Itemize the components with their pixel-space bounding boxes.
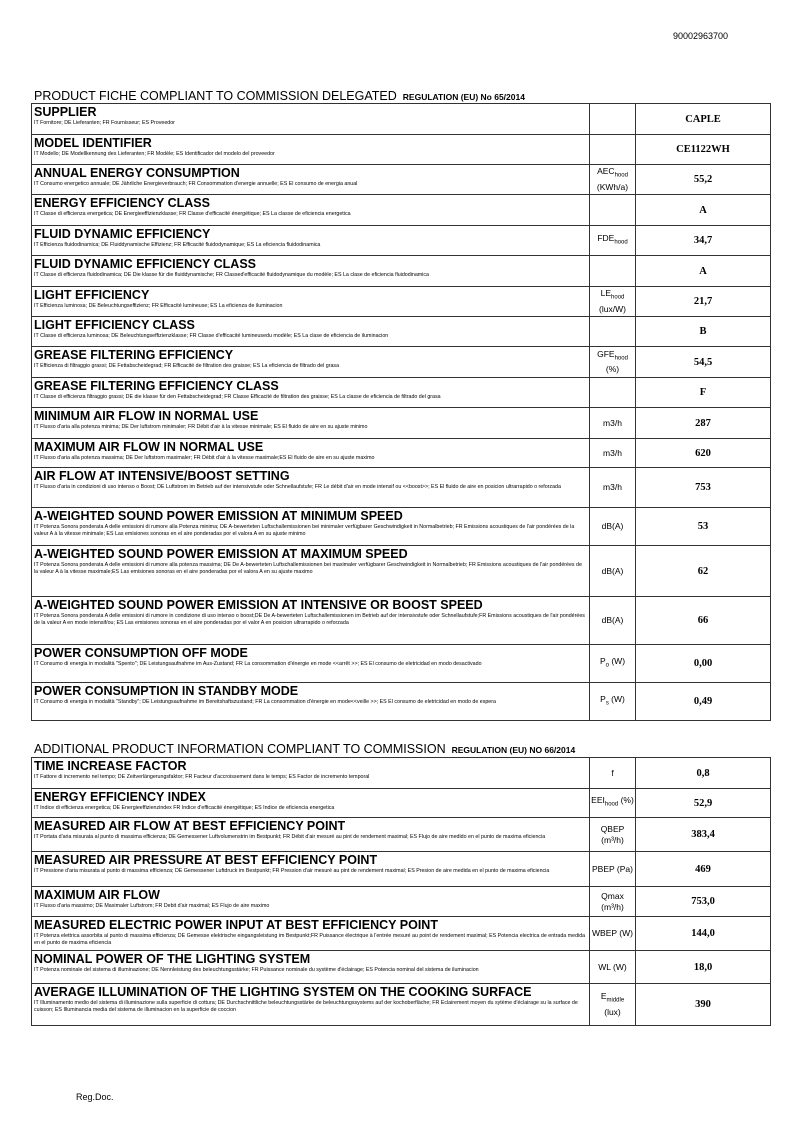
- fiche-row: [32, 645, 771, 683]
- unit-symbol: EEI: [591, 795, 605, 806]
- value-cell: 287: [636, 408, 771, 439]
- unit-symbol: WL (W): [598, 961, 627, 972]
- unit-measure: (m³/h): [601, 834, 624, 845]
- fiche-row: [32, 439, 771, 468]
- value-cell: 62: [636, 546, 771, 597]
- value-cell: A: [636, 195, 771, 226]
- parameter-cell: [32, 508, 590, 546]
- parameter-name: GREASE FILTERING EFFICIENCY: [34, 348, 234, 362]
- fiche-row: [32, 378, 771, 408]
- additional-row: [32, 984, 771, 1026]
- value-cell: 753: [636, 468, 771, 508]
- unit-subscript: hood: [614, 239, 628, 246]
- unit-cell: [590, 317, 636, 347]
- parameter-name: AVERAGE ILLUMINATION OF THE LIGHTING SYSTEM ON THE COOKING SURFACE: [34, 985, 532, 999]
- parameter-name: ANNUAL ENERGY CONSUMPTION: [34, 166, 240, 180]
- unit-symbol: GFE: [597, 348, 615, 359]
- fiche-row: [32, 104, 771, 135]
- unit-cell: [590, 951, 636, 984]
- parameter-name: SUPPLIER: [34, 105, 97, 119]
- unit-symbol: FDE: [597, 232, 615, 243]
- unit-symbol: LE: [600, 288, 612, 299]
- parameter-cell: [32, 226, 590, 256]
- unit-cell: [590, 256, 636, 287]
- section2-title: [34, 742, 575, 756]
- value-cell: 21,7: [636, 287, 771, 317]
- fiche-row: [32, 317, 771, 347]
- unit-suffix: (W): [608, 693, 625, 704]
- unit-cell: [590, 226, 636, 256]
- value-cell: 66: [636, 597, 771, 645]
- value-cell: B: [636, 317, 771, 347]
- parameter-name: MEASURED AIR PRESSURE AT BEST EFFICIENCY POINT: [34, 853, 378, 867]
- parameter-cell: [32, 378, 590, 408]
- fiche-row: [32, 256, 771, 287]
- parameter-translations: IT Fattore di incremento nel tempo; DE Zeitverlängerungsfaktor; FR Facteur d'accroissement dans le temps; ES Factor de incremento temporal: [34, 774, 370, 780]
- value-cell: 52,9: [636, 789, 771, 818]
- unit-cell: [590, 408, 636, 439]
- unit-measure: (lux/W): [599, 303, 626, 314]
- value-cell: 53: [636, 508, 771, 546]
- parameter-cell: [32, 887, 590, 917]
- value-cell: CE1122WH: [636, 135, 771, 165]
- parameter-cell: [32, 256, 590, 287]
- section2-title-text: ADDITIONAL PRODUCT INFORMATION COMPLIANT TO COMMISSION: [34, 742, 446, 756]
- unit-cell: [590, 347, 636, 378]
- parameter-name: MEASURED AIR FLOW AT BEST EFFICIENCY POINT: [34, 819, 346, 833]
- parameter-cell: [32, 408, 590, 439]
- unit-cell: [590, 378, 636, 408]
- unit-cell: [590, 597, 636, 645]
- unit-subscript: hood: [604, 801, 619, 808]
- unit-cell: [590, 104, 636, 135]
- parameter-translations: IT Consumo di energia in modalità "Spento"; DE Leistungsaufnahme im Aus-Zustand; FR La consommation d'énergie en mode <<arrêt >>; ES El consumo de eletricidad en modo desactivado: [34, 661, 482, 667]
- fiche-row: [32, 195, 771, 226]
- unit-cell: [590, 789, 636, 818]
- value-cell: 0,00: [636, 645, 771, 683]
- parameter-translations: IT Flusso d'aria alla potenza massima; DE Der luftstrom maximaler; FR Débit d'air à la vitesse maximale;ES El fluido de aire en su ajuste maximo: [34, 455, 375, 461]
- parameter-translations: IT Potenza Sonora ponderata A delle emissioni di rumore in condizione di uso intenso o boost;DE De A-bewerteten Luftschallemissionen im Betrieb auf der intensivstufe oder Schnellaufstufe;FR Emissions acoustiques de l'air pondérées de la valeur A en mode intensif/ou; ES Las emisiones sonoras en el aire ponderadas por el valor A en posicion ultrarrapido o reforzada: [34, 613, 585, 626]
- unit-cell: [590, 852, 636, 887]
- parameter-name: LIGHT EFFICIENCY: [34, 288, 150, 302]
- unit-cell: [590, 195, 636, 226]
- section1-title-text: PRODUCT FICHE COMPLIANT TO COMMISSION DELEGATED: [34, 89, 397, 103]
- parameter-name: MODEL IDENTIFIER: [34, 136, 152, 150]
- value-cell: 620: [636, 439, 771, 468]
- parameter-translations: IT Indice di efficienza energetica; DE Energieeffizienzindex FR Indice d'efficacité énergétique; ES Indice de eficiencia energetica: [34, 805, 335, 811]
- unit-symbol: AEC: [597, 166, 615, 177]
- unit-measure: (m³/h): [601, 901, 624, 912]
- unit-cell: [590, 984, 636, 1026]
- additional-info-table: [31, 757, 771, 1026]
- value-cell: 144,0: [636, 917, 771, 951]
- value-cell: 34,7: [636, 226, 771, 256]
- parameter-name: TIME INCREASE FACTOR: [34, 759, 187, 773]
- parameter-translations: IT Efficienza luminosa; DE Beleuchtungseffizienz; FR Efficacité lumineuse; ES La eficienza de iluminacion: [34, 303, 283, 309]
- unit-subscript: o: [605, 662, 609, 669]
- unit-measure: (KWh/a): [596, 181, 629, 192]
- parameter-translations: IT Potenza nominale del sistema di illuminazione; DE Nennleistung des beleuchtungsstärke; FR Puissance nominale du système d'éclairage; ES Potencia nominal del sistema de iluminacion: [34, 967, 479, 973]
- unit-cell: [590, 917, 636, 951]
- section1-title: [34, 89, 525, 103]
- value-cell: CAPLE: [636, 104, 771, 135]
- parameter-translations: IT Potenza Sonora ponderata A delle emissioni di rumore alla potenza massima; DE De A-bewerteten Luftschallemissionen bei maximaler verfügbarer Geschwindigkeit in Normalbetrieb; FR Emissions acoustiques de l'air pondérées de la valeur A à la vitesse maximale;ES Las emisiones sonoras en el aire ponderadas por el valora A en su ajuste maximo: [34, 562, 582, 575]
- parameter-name: A-WEIGHTED SOUND POWER EMISSION AT INTENSIVE OR BOOST SPEED: [34, 598, 483, 612]
- unit-cell: [590, 645, 636, 683]
- parameter-cell: [32, 683, 590, 721]
- parameter-name: FLUID DYNAMIC EFFICIENCY CLASS: [34, 257, 256, 271]
- parameter-name: ENERGY EFFICIENCY INDEX: [34, 790, 206, 804]
- additional-row: [32, 917, 771, 951]
- additional-row: [32, 887, 771, 917]
- parameter-translations: IT Efficienza di filtraggio grassi; DE Fettabscheidegrad; FR Efficacité de filtration des graisse; ES La eficiencia de filtrado del grasa: [34, 363, 340, 369]
- parameter-translations: IT Classe di efficienza energetica; DE Energieeffizienzklasse; FR Classe d'efficacité énergétique; ES La classe de eficiencia energetica: [34, 211, 351, 217]
- parameter-cell: [32, 287, 590, 317]
- unit-cell: [590, 439, 636, 468]
- unit-symbol: f: [611, 767, 614, 778]
- unit-symbol: m3/h: [603, 482, 622, 492]
- unit-cell: [590, 468, 636, 508]
- parameter-cell: [32, 951, 590, 984]
- parameter-translations: IT Flusso d'aria alla potenza minima; DE Der luftstrom minimaler; FR Débit d'air à la vitesse minimale; ES El fluido de aire en su ajuste minimo: [34, 424, 368, 430]
- parameter-cell: [32, 645, 590, 683]
- additional-row: [32, 758, 771, 789]
- product-fiche-table: [31, 103, 771, 721]
- unit-suffix: (%): [618, 795, 634, 806]
- unit-cell: [590, 287, 636, 317]
- parameter-translations: IT Potenza Sonora ponderata A delle emissioni di rumore alla Potenza minima; DE A-bewerteten Luftschallemissionen bei minimaler verfügbarer Geschwindigkeit in Normalbetrieb; FR Emissions acoustiques de l'air pondérées de la valeur A à la vitesse minimale; ES Las emisiones sonoras en el aire ponderadas por el valora A en su ajuste minimo: [34, 524, 575, 537]
- parameter-translations: IT Efficienza fluidodinamica; DE Fluiddynamische Effizienz; FR Efficacité fluidodynamique; ES La eficiencia fluidodinamica: [34, 242, 321, 248]
- parameter-cell: [32, 789, 590, 818]
- value-cell: 54,5: [636, 347, 771, 378]
- parameter-translations: IT Modello; DE Modellkennung des Lieferanten; FR Modèle; ES Identificador del modelo del proveedor: [34, 151, 275, 157]
- parameter-name: FLUID DYNAMIC EFFICIENCY: [34, 227, 211, 241]
- parameter-name: ENERGY EFFICIENCY CLASS: [34, 196, 210, 210]
- unit-symbol: m3/h: [603, 447, 622, 458]
- value-cell: 18,0: [636, 951, 771, 984]
- parameter-name: MAXIMUM AIR FLOW IN NORMAL USE: [34, 440, 264, 454]
- unit-symbol: QBEP: [600, 823, 625, 834]
- parameter-translations: IT Flusso d'aria in condizioni di uso intenso o Boost; DE Luftstrom im Betrieb auf der intensivstufe oder Schnellaufstufe; FR Le débit d'air en mode intensif ou <<boost>>; ES El fluido de aire en posicion ultrarrapido o reforzada: [34, 484, 561, 490]
- unit-cell: [590, 165, 636, 195]
- fiche-row: [32, 287, 771, 317]
- unit-subscript: s: [605, 700, 609, 707]
- unit-suffix: (W): [608, 655, 626, 666]
- parameter-translations: IT Pressione d'aria misurata al punto di massima efficienza; DE Gemessener Luftdruck im Bestpunkt; FR Pression d'air mesuré au pint de rendement maximal; ES Presion de aire medida en el punto de maxima eficiencia: [34, 868, 550, 874]
- unit-symbol: Qmax: [601, 890, 624, 901]
- section2-regulation: REGULATION (EU) NO 66/2014: [451, 745, 576, 755]
- unit-symbol: dB(A): [601, 615, 624, 625]
- value-cell: 390: [636, 984, 771, 1026]
- parameter-cell: [32, 195, 590, 226]
- parameter-name: LIGHT EFFICIENCY CLASS: [34, 318, 195, 332]
- value-cell: 0,49: [636, 683, 771, 721]
- parameter-translations: IT Portata d'aria misurata al punto di massima efficienza; DE Gemessener Luftvolumenstrin im Bestpunkt; FR Débit d'air mesuré au pint de rendement maximal; ES Flujo de aire medido en el punto de maxima eficiencia: [34, 834, 546, 840]
- document-number: 90002963700: [673, 31, 729, 41]
- parameter-translations: IT Classe di efficienza fluidodinamica; DE Die klasse für die fluiddynamische; FR Classed'efficacité fluidodynamique du modèle; ES La clase de eficiencia fluidodinamica: [34, 272, 429, 278]
- parameter-name: A-WEIGHTED SOUND POWER EMISSION AT MAXIMUM SPEED: [34, 547, 408, 561]
- additional-row: [32, 852, 771, 887]
- parameter-name: POWER CONSUMPTION OFF MODE: [34, 646, 248, 660]
- parameter-cell: [32, 104, 590, 135]
- parameter-cell: [32, 852, 590, 887]
- fiche-row: [32, 226, 771, 256]
- unit-symbol: WBEP (W): [592, 928, 633, 938]
- unit-symbol: E: [600, 991, 607, 1002]
- value-cell: A: [636, 256, 771, 287]
- parameter-cell: [32, 818, 590, 852]
- parameter-name: MINIMUM AIR FLOW IN NORMAL USE: [34, 409, 259, 423]
- parameter-cell: [32, 546, 590, 597]
- fiche-row: [32, 546, 771, 597]
- value-cell: 0,8: [636, 758, 771, 789]
- parameter-translations: IT Consumo energetico annuale; DE Jährliche Energieverbrauch; FR Consommation d'energie annuelle; ES El consumo de energia anual: [34, 181, 358, 187]
- parameter-translations: IT Potenza elettrica assorbita al punto di massima efficienza; DE Gemesse elektrische eingangsleistung im Bestpunkt;FR Puissance électrique à l'entrée mesuré au point de rendement maximal; ES Potencia electrica de entrada medida en el punto de maxima eficiencia: [34, 933, 586, 946]
- parameter-name: MEASURED ELECTRIC POWER INPUT AT BEST EFFICIENCY POINT: [34, 918, 438, 932]
- fiche-row: [32, 683, 771, 721]
- value-cell: 753,0: [636, 887, 771, 917]
- parameter-name: GREASE FILTERING EFFICIENCY CLASS: [34, 379, 279, 393]
- parameter-name: AIR FLOW AT INTENSIVE/BOOST SETTING: [34, 469, 290, 483]
- additional-row: [32, 818, 771, 852]
- fiche-row: [32, 408, 771, 439]
- parameter-name: MAXIMUM AIR FLOW: [34, 888, 160, 902]
- fiche-row: [32, 508, 771, 546]
- parameter-cell: [32, 165, 590, 195]
- fiche-row: [32, 165, 771, 195]
- parameter-cell: [32, 597, 590, 645]
- unit-symbol: dB(A): [601, 565, 624, 576]
- value-cell: 55,2: [636, 165, 771, 195]
- parameter-cell: [32, 439, 590, 468]
- parameter-cell: [32, 917, 590, 951]
- unit-symbol: PBEP (Pa): [592, 863, 633, 874]
- unit-cell: [590, 887, 636, 917]
- unit-cell: [590, 546, 636, 597]
- parameter-translations: IT Flusso d'aria massimo; DE Maximaler Luftstrom; FR Debit d'air maximal; ES Flujo de aire maximo: [34, 903, 270, 909]
- additional-row: [32, 951, 771, 984]
- unit-measure: (%): [605, 364, 620, 375]
- unit-subscript: hood: [614, 355, 628, 362]
- unit-cell: [590, 818, 636, 852]
- unit-symbol: dB(A): [601, 521, 624, 531]
- parameter-translations: IT Illuminamento medio del sistema di illuminazione sulla superficie di cottura; DE Durchschnittliche beleuchtungsstärke de beleuchtungssystems auf der kochoberfläche; FR Eclairement moyen du sytème d'éclairage su la surface de cuisson; ES Illuminancia media del sistema de illuminacion en la superficie de coccion: [34, 1000, 578, 1013]
- fiche-row: [32, 347, 771, 378]
- additional-row: [32, 789, 771, 818]
- unit-subscript: hood: [611, 294, 625, 301]
- section1-regulation: REGULATION (EU) No 65/2014: [402, 92, 525, 102]
- unit-cell: [590, 683, 636, 721]
- parameter-translations: IT Consumo di energia in modalità "Standby"; DE Leistungsaufnahme im Bereitshaftszustand; FR La consommation d'énergie en mode<<veille >>; ES El consumo de eletricidad en modo de espera: [34, 699, 496, 705]
- fiche-row: [32, 597, 771, 645]
- parameter-name: NOMINAL POWER OF THE LIGHTING SYSTEM: [34, 952, 311, 966]
- parameter-cell: [32, 468, 590, 508]
- fiche-row: [32, 135, 771, 165]
- value-cell: 469: [636, 852, 771, 887]
- parameter-translations: IT Fornitore; DE Lieferanten; FR Fournisseur; ES Proveedor: [34, 120, 175, 126]
- parameter-translations: IT Classe di efficienza luminosa; DE Beleuchtungseffizienzklasse; FR Classe d'efficacité lumineusedu modèle; ES La clase de eficiencia de iluminacion: [34, 333, 389, 339]
- parameter-cell: [32, 347, 590, 378]
- footer-regdoc: Reg.Doc.: [76, 1092, 114, 1102]
- unit-subscript: hood: [614, 172, 628, 179]
- unit-measure: (lux): [604, 1006, 621, 1017]
- parameter-cell: [32, 984, 590, 1026]
- parameter-translations: IT Classe di efficienza filtraggio grassi; DE die klasse für den Fettabscheidegrad; FR Classe Efficacité de filtration des graisse; ES La classe de eficiencia de filtrado del grasa: [34, 394, 441, 400]
- parameter-name: A-WEIGHTED SOUND POWER EMISSION AT MINIMUM SPEED: [34, 509, 403, 523]
- parameter-cell: [32, 317, 590, 347]
- unit-subscript: middle: [606, 997, 625, 1004]
- unit-symbol: m3/h: [603, 417, 622, 428]
- parameter-cell: [32, 758, 590, 789]
- unit-cell: [590, 508, 636, 546]
- unit-symbol: P: [600, 693, 606, 704]
- value-cell: 383,4: [636, 818, 771, 852]
- unit-cell: [590, 135, 636, 165]
- value-cell: F: [636, 378, 771, 408]
- fiche-row: [32, 468, 771, 508]
- parameter-name: POWER CONSUMPTION IN STANDBY MODE: [34, 684, 299, 698]
- unit-symbol: P: [599, 655, 606, 666]
- unit-cell: [590, 758, 636, 789]
- parameter-cell: [32, 135, 590, 165]
